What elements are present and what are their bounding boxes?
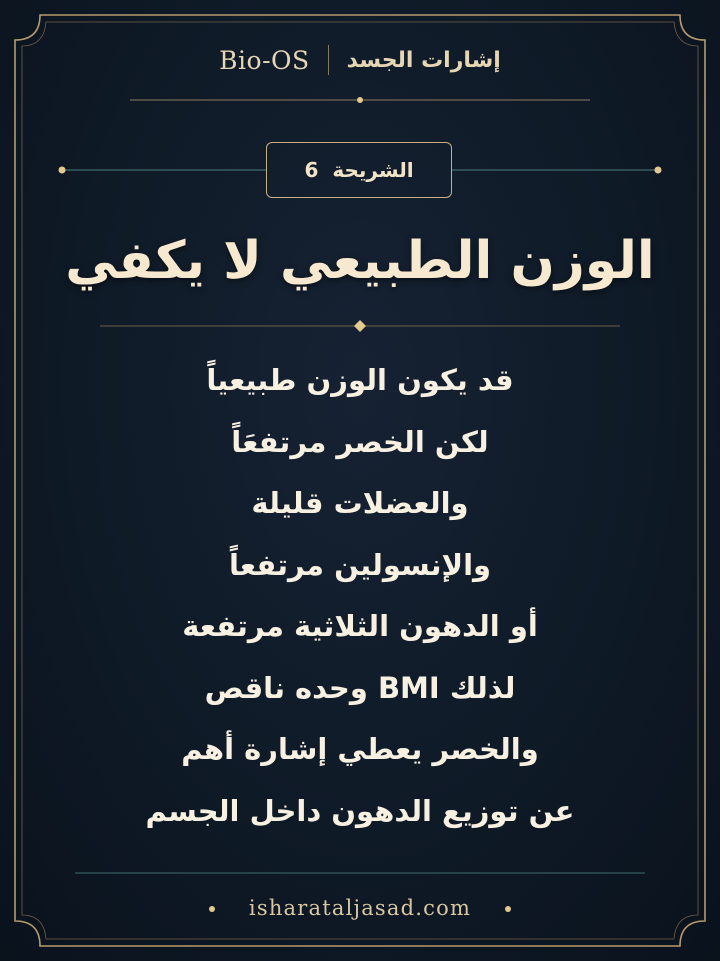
header-divider-dot — [357, 97, 363, 103]
body-line: أو الدهون الثلاثية مرتفعة — [182, 609, 538, 643]
body-line: لذلك BMI وحده ناقص — [204, 670, 516, 705]
slide-number-badge — [266, 142, 452, 198]
slide-label: الشريحة — [332, 158, 414, 182]
main-title: الوزن الطبيعي لا يكفي — [65, 231, 655, 291]
body-line: عن توزيع الدهون داخل الجسم — [145, 793, 575, 828]
badge-rail-left-dot — [59, 167, 66, 174]
body-line: قد يكون الوزن طبيعياً — [206, 363, 514, 397]
header — [0, 40, 720, 80]
body-text — [0, 350, 720, 842]
header-title: إشارات الجسد — [346, 47, 501, 73]
body-line: والعضلات قليلة — [251, 486, 469, 520]
header-separator — [328, 45, 329, 75]
website-url: isharataljasad.com — [248, 896, 472, 920]
body-line: لكن الخصر مرتفعَاً — [231, 424, 489, 459]
body-line: والإنسولين مرتفعاً — [228, 547, 492, 582]
body-line: والخصر يعطي إشارة أهم — [181, 732, 539, 766]
brand-name: Bio-OS — [219, 45, 310, 75]
badge-rail-right-dot — [655, 167, 662, 174]
slide-number: 6 — [304, 158, 319, 182]
title-divider-diamond — [354, 320, 366, 332]
